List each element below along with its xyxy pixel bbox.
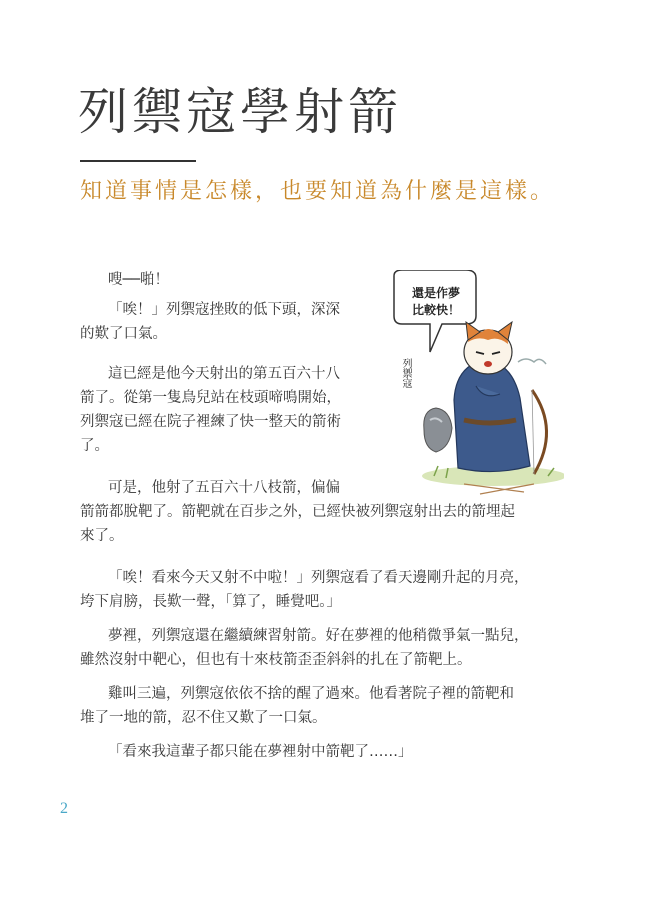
paragraph-line: 可是，他射了五百六十八枝箭，偏偏 (108, 480, 340, 496)
paragraph-line: 「唉！看來今天又射不中啦！」列禦寇看了看天邊剛升起的月亮， (108, 570, 529, 586)
title-divider (80, 160, 196, 162)
paragraph-line: 來了。 (80, 528, 124, 544)
paragraph-line: 垮下肩膀，長歎一聲，「算了，睡覺吧。」 (80, 594, 341, 610)
paragraph-line: 的歎了口氣。 (80, 326, 167, 342)
character-name-tag: 列禦寇 (400, 358, 411, 388)
paragraph-line: 箭箭都脫靶了。箭靶就在百步之外，已經快被列禦寇射出去的箭埋起 (80, 504, 515, 520)
paragraph-line: 雞叫三遍，列禦寇依依不捨的醒了過來。他看著院子裡的箭靶和 (108, 686, 514, 702)
bubble-line-1: 還是作夢 (411, 286, 460, 300)
paragraph (80, 476, 600, 548)
paragraph-line: 夢裡，列禦寇還在繼續練習射箭。好在夢裡的他稍微爭氣一點兒， (108, 628, 529, 644)
paragraph-line: 堆了一地的箭，忍不住又歎了一口氣。 (80, 710, 327, 726)
paragraph-line: 雖然沒射中靶心，但也有十來枝箭歪歪斜斜的扎在了箭靶上。 (80, 652, 472, 668)
paragraph-line: 了。 (80, 438, 109, 454)
paragraph-line: 列禦寇已經在院子裡練了快一整天的箭術 (80, 414, 341, 430)
page-title: 列禦寇學射箭 (78, 83, 402, 141)
paragraph (80, 624, 600, 672)
paragraph (80, 566, 600, 614)
paragraph-line: 「看來我這輩子都只能在夢裡射中箭靶了……」 (108, 744, 413, 760)
chapter-subtitle: 知道事情是怎樣，也要知道為什麼是這樣。 (80, 179, 556, 204)
paragraph (108, 740, 413, 764)
paragraph (108, 268, 169, 292)
paragraph-line: 嗖──啪！ (108, 272, 169, 288)
paragraph-line: 這已經是他今天射出的第五百六十八 (108, 366, 340, 382)
paragraph-line: 箭了。從第一隻鳥兒站在枝頭啼鳴開始， (80, 390, 341, 406)
page-number: 2 (60, 800, 68, 817)
paragraph (80, 682, 600, 730)
paragraph (80, 298, 380, 346)
speech-bubble (396, 285, 476, 319)
paragraph-line: 「唉！」列禦寇挫敗的低下頭，深深 (108, 302, 340, 318)
paragraph (80, 362, 380, 458)
bubble-line-2: 比較快！ (411, 303, 460, 317)
